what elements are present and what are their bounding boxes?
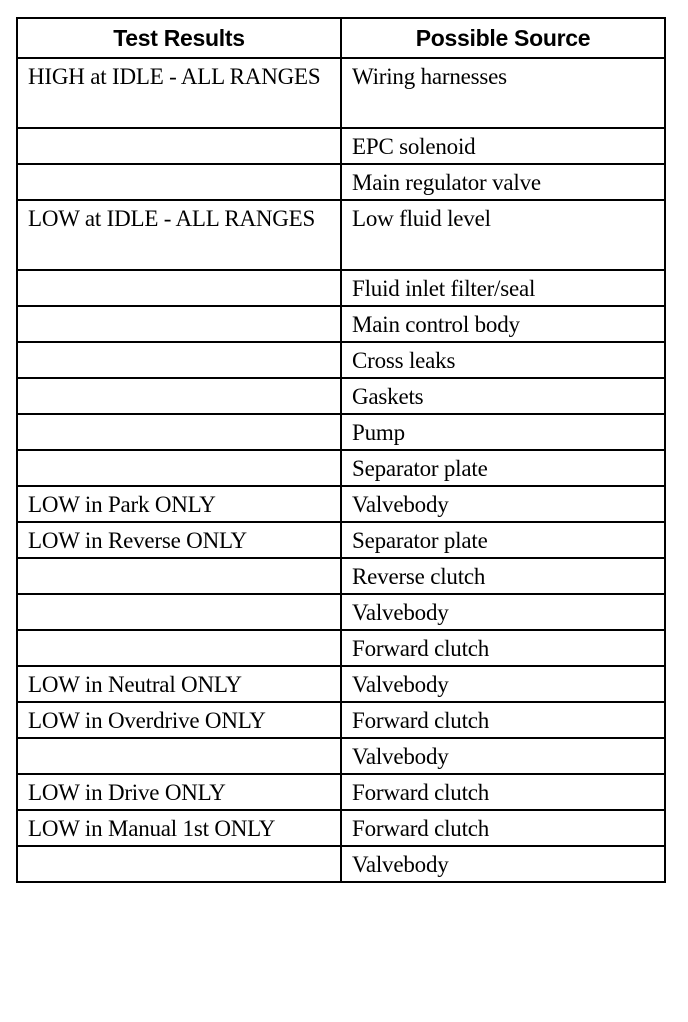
possible-source-cell: Low fluid level (341, 200, 665, 270)
test-result-cell (17, 414, 341, 450)
table-row (17, 486, 665, 522)
table-row (17, 342, 665, 378)
table-row (17, 522, 665, 558)
possible-source-cell: Forward clutch (341, 702, 665, 738)
results-table (16, 17, 666, 883)
possible-source-cell: Valvebody (341, 666, 665, 702)
table-row (17, 414, 665, 450)
possible-source-cell: Fluid inlet filter/seal (341, 270, 665, 306)
test-result-cell (17, 558, 341, 594)
table-row (17, 200, 665, 270)
test-result-cell: LOW in Manual 1st ONLY (17, 810, 341, 846)
table-row (17, 270, 665, 306)
table-row (17, 630, 665, 666)
test-result-cell: LOW in Reverse ONLY (17, 522, 341, 558)
table-row (17, 378, 665, 414)
test-result-cell: LOW in Drive ONLY (17, 774, 341, 810)
possible-source-cell: Pump (341, 414, 665, 450)
table-row (17, 666, 665, 702)
header-row (17, 18, 665, 58)
test-result-cell: LOW in Overdrive ONLY (17, 702, 341, 738)
table-row (17, 810, 665, 846)
header-possible-source: Possible Source (341, 18, 665, 58)
test-result-cell (17, 342, 341, 378)
test-result-cell (17, 164, 341, 200)
test-result-cell (17, 270, 341, 306)
test-result-cell: LOW in Neutral ONLY (17, 666, 341, 702)
test-result-cell (17, 630, 341, 666)
table-row (17, 58, 665, 128)
table-body (17, 58, 665, 882)
test-result-cell (17, 128, 341, 164)
table-row (17, 128, 665, 164)
test-result-cell: LOW in Park ONLY (17, 486, 341, 522)
possible-source-cell: Valvebody (341, 846, 665, 882)
table-header (17, 18, 665, 58)
test-result-cell (17, 450, 341, 486)
possible-source-cell: Cross leaks (341, 342, 665, 378)
table-row (17, 846, 665, 882)
possible-source-cell: Valvebody (341, 738, 665, 774)
possible-source-cell: Valvebody (341, 594, 665, 630)
possible-source-cell: Main control body (341, 306, 665, 342)
table-row (17, 164, 665, 200)
test-result-cell (17, 846, 341, 882)
header-test-results: Test Results (17, 18, 341, 58)
table-row (17, 774, 665, 810)
test-result-cell: LOW at IDLE - ALL RANGES (17, 200, 341, 270)
test-result-cell: HIGH at IDLE - ALL RANGES (17, 58, 341, 128)
table-row (17, 558, 665, 594)
table-row (17, 702, 665, 738)
possible-source-cell: Main regulator valve (341, 164, 665, 200)
table-row (17, 594, 665, 630)
table-row (17, 450, 665, 486)
possible-source-cell: Separator plate (341, 450, 665, 486)
test-result-cell (17, 306, 341, 342)
possible-source-cell: EPC solenoid (341, 128, 665, 164)
test-result-cell (17, 738, 341, 774)
test-result-cell (17, 594, 341, 630)
possible-source-cell: Valvebody (341, 486, 665, 522)
possible-source-cell: Forward clutch (341, 774, 665, 810)
possible-source-cell: Gaskets (341, 378, 665, 414)
possible-source-cell: Wiring harnesses (341, 58, 665, 128)
test-result-cell (17, 378, 341, 414)
table-row (17, 306, 665, 342)
possible-source-cell: Forward clutch (341, 630, 665, 666)
possible-source-cell: Reverse clutch (341, 558, 665, 594)
possible-source-cell: Forward clutch (341, 810, 665, 846)
possible-source-cell: Separator plate (341, 522, 665, 558)
table-row (17, 738, 665, 774)
